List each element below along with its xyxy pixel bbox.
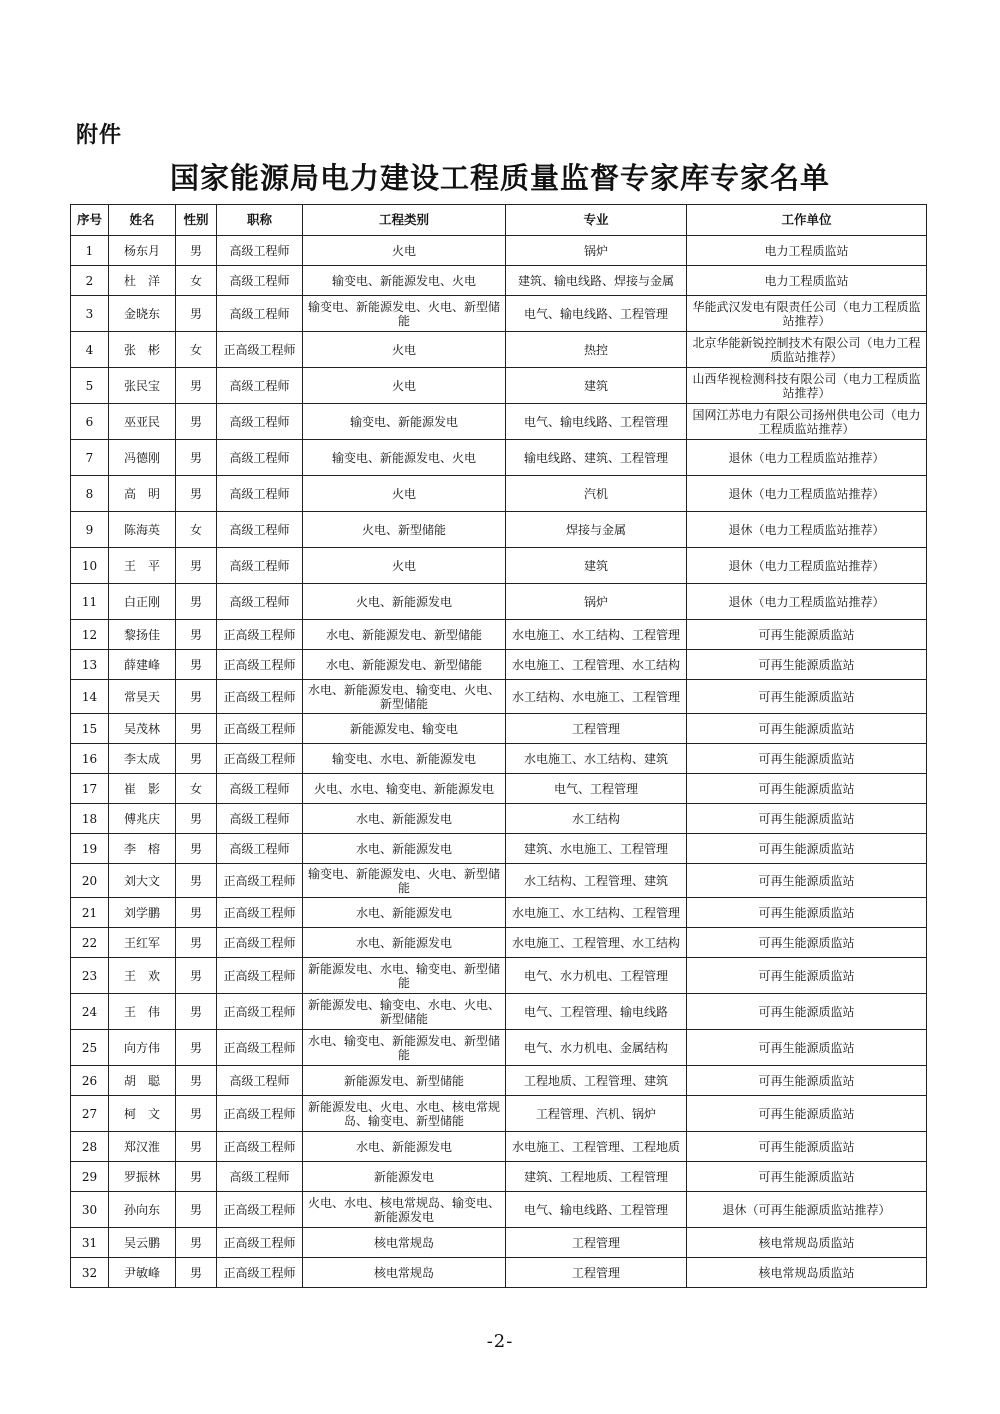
gender: 男 (176, 1096, 217, 1132)
project-category: 新能源发电、水电、输变电、新型储能 (303, 958, 506, 994)
job-title: 正高级工程师 (217, 864, 303, 898)
table-row (71, 804, 927, 834)
row-number: 14 (71, 680, 109, 714)
gender: 男 (176, 620, 217, 650)
expert-roster-table (70, 204, 927, 1288)
header-category: 工程类别 (303, 205, 506, 236)
table-body (71, 236, 927, 1288)
work-unit: 退休（电力工程质监站推荐） (687, 440, 927, 476)
project-category: 输变电、新能源发电、火电 (303, 266, 506, 296)
table-row (71, 476, 927, 512)
job-title: 高级工程师 (217, 1066, 303, 1096)
specialty: 电气、输电线路、工程管理 (506, 296, 687, 332)
work-unit: 退休（电力工程质监站推荐） (687, 476, 927, 512)
job-title: 正高级工程师 (217, 898, 303, 928)
gender: 男 (176, 680, 217, 714)
table-row (71, 1066, 927, 1096)
project-category: 火电、水电、输变电、新能源发电 (303, 774, 506, 804)
page-number: -2- (486, 1331, 514, 1352)
row-number: 31 (71, 1228, 109, 1258)
table-row (71, 864, 927, 898)
expert-name: 李 榕 (109, 834, 176, 864)
project-category: 新能源发电、输变电、水电、火电、新型储能 (303, 994, 506, 1030)
specialty: 水工结构 (506, 804, 687, 834)
row-number: 13 (71, 650, 109, 680)
expert-name: 王红军 (109, 928, 176, 958)
specialty: 汽机 (506, 476, 687, 512)
work-unit: 可再生能源质监站 (687, 680, 927, 714)
expert-name: 李太成 (109, 744, 176, 774)
expert-name: 薛建峰 (109, 650, 176, 680)
expert-name: 吴茂林 (109, 714, 176, 744)
gender: 男 (176, 368, 217, 404)
specialty: 工程地质、工程管理、建筑 (506, 1066, 687, 1096)
specialty: 电气、水力机电、金属结构 (506, 1030, 687, 1066)
work-unit: 可再生能源质监站 (687, 834, 927, 864)
row-number: 18 (71, 804, 109, 834)
table-row (71, 440, 927, 476)
gender: 男 (176, 994, 217, 1030)
row-number: 21 (71, 898, 109, 928)
project-category: 火电、水电、核电常规岛、输变电、新能源发电 (303, 1192, 506, 1228)
expert-name: 崔 影 (109, 774, 176, 804)
table-row (71, 1132, 927, 1162)
expert-name: 柯 文 (109, 1096, 176, 1132)
table-row (71, 744, 927, 774)
expert-name: 高 明 (109, 476, 176, 512)
gender: 男 (176, 1030, 217, 1066)
project-category: 水电、新能源发电、新型储能 (303, 620, 506, 650)
job-title: 高级工程师 (217, 584, 303, 620)
gender: 女 (176, 266, 217, 296)
project-category: 输变电、新能源发电、火电、新型储能 (303, 864, 506, 898)
expert-name: 王 欢 (109, 958, 176, 994)
job-title: 正高级工程师 (217, 928, 303, 958)
job-title: 正高级工程师 (217, 1228, 303, 1258)
work-unit: 核电常规岛质监站 (687, 1258, 927, 1288)
expert-name: 尹敏峰 (109, 1258, 176, 1288)
gender: 男 (176, 714, 217, 744)
specialty: 工程管理 (506, 714, 687, 744)
specialty: 建筑、输电线路、焊接与金属 (506, 266, 687, 296)
job-title: 高级工程师 (217, 512, 303, 548)
table-row (71, 266, 927, 296)
expert-name: 王 伟 (109, 994, 176, 1030)
row-number: 1 (71, 236, 109, 266)
work-unit: 国网江苏电力有限公司扬州供电公司（电力工程质监站推荐） (687, 404, 927, 440)
table-row (71, 332, 927, 368)
expert-name: 金晓东 (109, 296, 176, 332)
gender: 男 (176, 958, 217, 994)
project-category: 火电、新能源发电 (303, 584, 506, 620)
job-title: 高级工程师 (217, 440, 303, 476)
row-number: 26 (71, 1066, 109, 1096)
row-number: 9 (71, 512, 109, 548)
project-category: 水电、输变电、新能源发电、新型储能 (303, 1030, 506, 1066)
header-no: 序号 (71, 205, 109, 236)
specialty: 水电施工、水工结构、建筑 (506, 744, 687, 774)
work-unit: 华能武汉发电有限责任公司（电力工程质监站推荐） (687, 296, 927, 332)
job-title: 高级工程师 (217, 266, 303, 296)
attachment-label: 附件 (76, 123, 123, 148)
table-row (71, 1162, 927, 1192)
job-title: 正高级工程师 (217, 332, 303, 368)
job-title: 高级工程师 (217, 774, 303, 804)
project-category: 火电 (303, 332, 506, 368)
project-category: 核电常规岛 (303, 1258, 506, 1288)
gender: 男 (176, 1258, 217, 1288)
project-category: 新能源发电、火电、水电、核电常规岛、输变电、新型储能 (303, 1096, 506, 1132)
table-row (71, 584, 927, 620)
table-row (71, 680, 927, 714)
work-unit: 山西华视检测科技有限公司（电力工程质监站推荐） (687, 368, 927, 404)
job-title: 正高级工程师 (217, 744, 303, 774)
job-title: 正高级工程师 (217, 958, 303, 994)
gender: 女 (176, 512, 217, 548)
row-number: 7 (71, 440, 109, 476)
row-number: 24 (71, 994, 109, 1030)
row-number: 4 (71, 332, 109, 368)
specialty: 电气、水力机电、工程管理 (506, 958, 687, 994)
work-unit: 可再生能源质监站 (687, 620, 927, 650)
project-category: 火电、新型储能 (303, 512, 506, 548)
table-row (71, 928, 927, 958)
gender: 女 (176, 332, 217, 368)
document-title: 国家能源局电力建设工程质量监督专家库专家名单 (169, 161, 830, 195)
job-title: 正高级工程师 (217, 650, 303, 680)
table-row (71, 368, 927, 404)
work-unit: 可再生能源质监站 (687, 1132, 927, 1162)
table-row (71, 994, 927, 1030)
specialty: 电气、工程管理、输电线路 (506, 994, 687, 1030)
row-number: 3 (71, 296, 109, 332)
job-title: 正高级工程师 (217, 1258, 303, 1288)
project-category: 水电、新能源发电 (303, 1132, 506, 1162)
expert-name: 张民宝 (109, 368, 176, 404)
row-number: 25 (71, 1030, 109, 1066)
specialty: 电气、输电线路、工程管理 (506, 1192, 687, 1228)
work-unit: 退休（电力工程质监站推荐） (687, 548, 927, 584)
work-unit: 可再生能源质监站 (687, 898, 927, 928)
gender: 男 (176, 744, 217, 774)
project-category: 水电、新能源发电 (303, 834, 506, 864)
gender: 男 (176, 1066, 217, 1096)
specialty: 电气、输电线路、工程管理 (506, 404, 687, 440)
job-title: 正高级工程师 (217, 1192, 303, 1228)
work-unit: 可再生能源质监站 (687, 774, 927, 804)
job-title: 高级工程师 (217, 476, 303, 512)
job-title: 高级工程师 (217, 834, 303, 864)
job-title: 高级工程师 (217, 1162, 303, 1192)
job-title: 正高级工程师 (217, 994, 303, 1030)
job-title: 高级工程师 (217, 236, 303, 266)
gender: 男 (176, 1132, 217, 1162)
row-number: 28 (71, 1132, 109, 1162)
specialty: 水电施工、水工结构、工程管理 (506, 898, 687, 928)
gender: 男 (176, 1192, 217, 1228)
row-number: 5 (71, 368, 109, 404)
specialty: 工程管理、汽机、锅炉 (506, 1096, 687, 1132)
specialty: 建筑、水电施工、工程管理 (506, 834, 687, 864)
gender: 男 (176, 898, 217, 928)
table-row (71, 1096, 927, 1132)
gender: 男 (176, 404, 217, 440)
specialty: 水电施工、水工结构、工程管理 (506, 620, 687, 650)
job-title: 正高级工程师 (217, 1096, 303, 1132)
work-unit: 北京华能新锐控制技术有限公司（电力工程质监站推荐） (687, 332, 927, 368)
table-row (71, 1030, 927, 1066)
table-row (71, 296, 927, 332)
header-title: 职称 (217, 205, 303, 236)
row-number: 2 (71, 266, 109, 296)
work-unit: 可再生能源质监站 (687, 1066, 927, 1096)
job-title: 高级工程师 (217, 548, 303, 584)
specialty: 电气、工程管理 (506, 774, 687, 804)
gender: 男 (176, 296, 217, 332)
specialty: 水工结构、水电施工、工程管理 (506, 680, 687, 714)
specialty: 锅炉 (506, 236, 687, 266)
gender: 男 (176, 864, 217, 898)
expert-name: 黎扬佳 (109, 620, 176, 650)
expert-name: 白正刚 (109, 584, 176, 620)
gender: 男 (176, 548, 217, 584)
expert-name: 王 平 (109, 548, 176, 584)
project-category: 核电常规岛 (303, 1228, 506, 1258)
job-title: 高级工程师 (217, 804, 303, 834)
header-unit: 工作单位 (687, 205, 927, 236)
row-number: 20 (71, 864, 109, 898)
expert-name: 傅兆庆 (109, 804, 176, 834)
row-number: 11 (71, 584, 109, 620)
job-title: 正高级工程师 (217, 620, 303, 650)
table-row (71, 404, 927, 440)
row-number: 6 (71, 404, 109, 440)
specialty: 水电施工、工程管理、水工结构 (506, 928, 687, 958)
table-row (71, 650, 927, 680)
work-unit: 可再生能源质监站 (687, 1162, 927, 1192)
expert-name: 郑汉淮 (109, 1132, 176, 1162)
gender: 男 (176, 804, 217, 834)
project-category: 输变电、水电、新能源发电 (303, 744, 506, 774)
work-unit: 核电常规岛质监站 (687, 1228, 927, 1258)
specialty: 建筑、工程地质、工程管理 (506, 1162, 687, 1192)
row-number: 22 (71, 928, 109, 958)
gender: 男 (176, 928, 217, 958)
project-category: 水电、新能源发电 (303, 804, 506, 834)
specialty: 水电施工、工程管理、水工结构 (506, 650, 687, 680)
work-unit: 可再生能源质监站 (687, 744, 927, 774)
job-title: 高级工程师 (217, 368, 303, 404)
row-number: 12 (71, 620, 109, 650)
row-number: 15 (71, 714, 109, 744)
work-unit: 退休（电力工程质监站推荐） (687, 584, 927, 620)
gender: 男 (176, 1228, 217, 1258)
specialty: 热控 (506, 332, 687, 368)
gender: 女 (176, 774, 217, 804)
row-number: 29 (71, 1162, 109, 1192)
work-unit: 电力工程质监站 (687, 266, 927, 296)
work-unit: 可再生能源质监站 (687, 1030, 927, 1066)
project-category: 新能源发电、输变电 (303, 714, 506, 744)
job-title: 正高级工程师 (217, 680, 303, 714)
job-title: 高级工程师 (217, 404, 303, 440)
table-row (71, 958, 927, 994)
gender: 男 (176, 584, 217, 620)
project-category: 火电 (303, 368, 506, 404)
row-number: 10 (71, 548, 109, 584)
table-row (71, 548, 927, 584)
expert-name: 陈海英 (109, 512, 176, 548)
project-category: 新能源发电、新型储能 (303, 1066, 506, 1096)
project-category: 火电 (303, 548, 506, 584)
row-number: 30 (71, 1192, 109, 1228)
gender: 男 (176, 834, 217, 864)
row-number: 32 (71, 1258, 109, 1288)
expert-name: 常昊天 (109, 680, 176, 714)
work-unit: 可再生能源质监站 (687, 714, 927, 744)
project-category: 水电、新能源发电 (303, 928, 506, 958)
project-category: 输变电、新能源发电、火电 (303, 440, 506, 476)
specialty: 输电线路、建筑、工程管理 (506, 440, 687, 476)
specialty: 建筑 (506, 548, 687, 584)
specialty: 水工结构、工程管理、建筑 (506, 864, 687, 898)
work-unit: 可再生能源质监站 (687, 650, 927, 680)
expert-name: 罗振林 (109, 1162, 176, 1192)
row-number: 23 (71, 958, 109, 994)
project-category: 火电 (303, 236, 506, 266)
row-number: 17 (71, 774, 109, 804)
gender: 男 (176, 650, 217, 680)
work-unit: 可再生能源质监站 (687, 804, 927, 834)
expert-name: 巫亚民 (109, 404, 176, 440)
table-row (71, 1228, 927, 1258)
table-row (71, 714, 927, 744)
specialty: 建筑 (506, 368, 687, 404)
table-row (71, 512, 927, 548)
project-category: 水电、新能源发电 (303, 898, 506, 928)
table-row (71, 1192, 927, 1228)
table-row (71, 774, 927, 804)
header-gender: 性别 (176, 205, 217, 236)
project-category: 输变电、新能源发电、火电、新型储能 (303, 296, 506, 332)
table-row (71, 620, 927, 650)
specialty: 焊接与金属 (506, 512, 687, 548)
project-category: 火电 (303, 476, 506, 512)
expert-name: 孙向东 (109, 1192, 176, 1228)
expert-name: 刘学鹏 (109, 898, 176, 928)
row-number: 19 (71, 834, 109, 864)
specialty: 工程管理 (506, 1228, 687, 1258)
expert-name: 胡 聪 (109, 1066, 176, 1096)
gender: 男 (176, 476, 217, 512)
header-name: 姓名 (109, 205, 176, 236)
project-category: 新能源发电 (303, 1162, 506, 1192)
table-header-row (71, 205, 927, 236)
work-unit: 电力工程质监站 (687, 236, 927, 266)
table-row (71, 1258, 927, 1288)
gender: 男 (176, 440, 217, 476)
row-number: 16 (71, 744, 109, 774)
expert-name: 张 彬 (109, 332, 176, 368)
work-unit: 可再生能源质监站 (687, 958, 927, 994)
gender: 男 (176, 1162, 217, 1192)
header-specialty: 专业 (506, 205, 687, 236)
table-row (71, 236, 927, 266)
expert-name: 刘大文 (109, 864, 176, 898)
project-category: 输变电、新能源发电 (303, 404, 506, 440)
specialty: 工程管理 (506, 1258, 687, 1288)
job-title: 正高级工程师 (217, 1030, 303, 1066)
specialty: 锅炉 (506, 584, 687, 620)
expert-name: 吴云鹏 (109, 1228, 176, 1258)
work-unit: 退休（电力工程质监站推荐） (687, 512, 927, 548)
table-row (71, 898, 927, 928)
work-unit: 退休（可再生能源质监站推荐） (687, 1192, 927, 1228)
job-title: 正高级工程师 (217, 714, 303, 744)
project-category: 水电、新能源发电、新型储能 (303, 650, 506, 680)
work-unit: 可再生能源质监站 (687, 1096, 927, 1132)
project-category: 水电、新能源发电、输变电、火电、新型储能 (303, 680, 506, 714)
table-row (71, 834, 927, 864)
gender: 男 (176, 236, 217, 266)
specialty: 水电施工、工程管理、工程地质 (506, 1132, 687, 1162)
expert-name: 杨东月 (109, 236, 176, 266)
expert-name: 冯德刚 (109, 440, 176, 476)
job-title: 正高级工程师 (217, 1132, 303, 1162)
row-number: 8 (71, 476, 109, 512)
job-title: 高级工程师 (217, 296, 303, 332)
row-number: 27 (71, 1096, 109, 1132)
work-unit: 可再生能源质监站 (687, 994, 927, 1030)
expert-name: 杜 洋 (109, 266, 176, 296)
expert-name: 向方伟 (109, 1030, 176, 1066)
work-unit: 可再生能源质监站 (687, 864, 927, 898)
work-unit: 可再生能源质监站 (687, 928, 927, 958)
